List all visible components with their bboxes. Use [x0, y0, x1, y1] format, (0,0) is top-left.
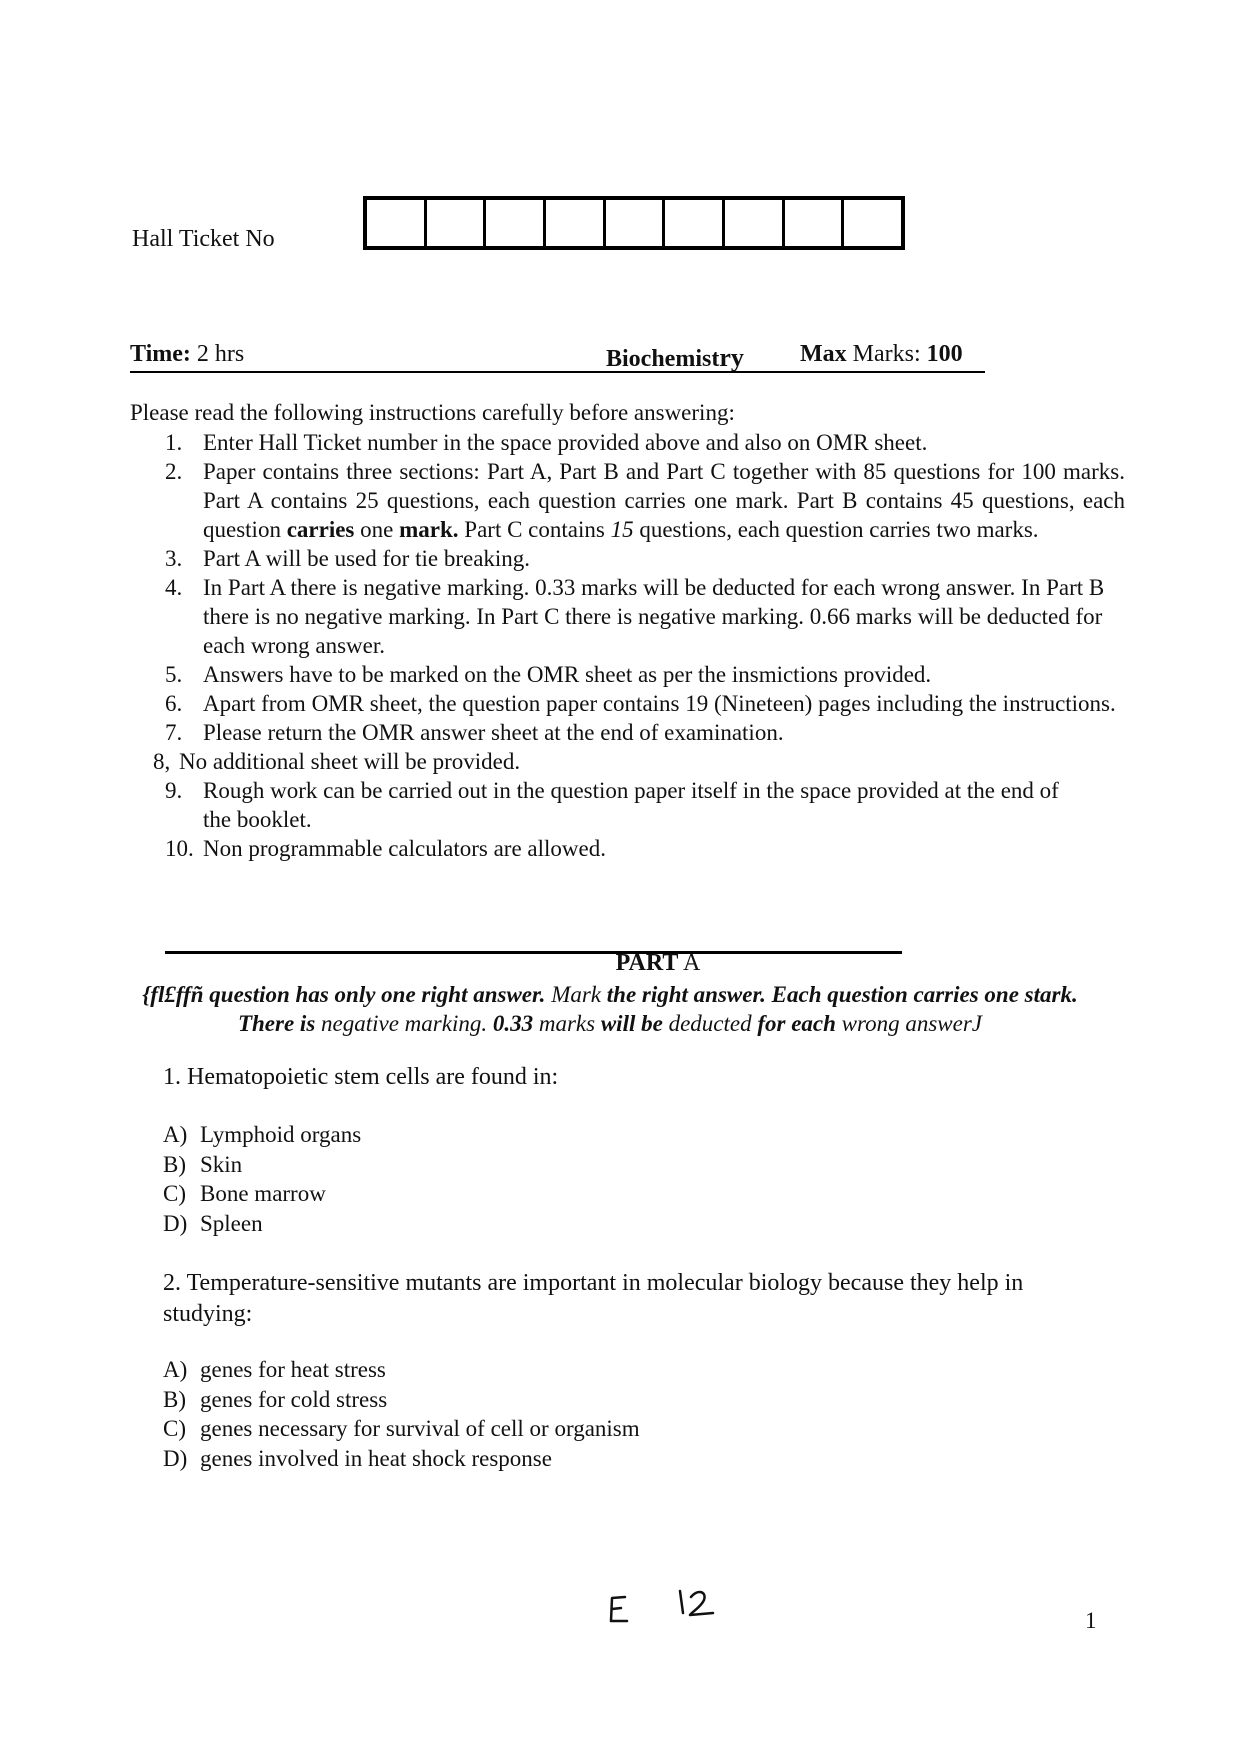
option-item[interactable]: C) genes necessary for survival of cell or organism	[163, 1416, 640, 1441]
hall-ticket-box[interactable]	[606, 200, 666, 246]
question-2-options	[163, 1355, 640, 1473]
option-item[interactable]: B) genes for cold stress	[163, 1386, 388, 1412]
instructions-intro: Please read the following instructions carefully before answering:	[130, 400, 735, 425]
time-label: Time:	[130, 341, 191, 367]
instruction-item: 1. Enter Hall Ticket number in the space provided above and also on OMR sheet.	[165, 430, 928, 455]
max-label: Max	[800, 341, 847, 367]
hall-ticket-box[interactable]	[427, 200, 487, 246]
option-item[interactable]: C) Bone marrow	[163, 1181, 326, 1206]
marks-value: 100	[926, 341, 963, 367]
hall-ticket-box[interactable]	[844, 200, 901, 246]
part-a-title: PART A	[615, 950, 701, 976]
option-item[interactable]: A) Lymphoid organs	[163, 1122, 362, 1147]
instruction-item: 4. In Part A there is negative marking. 0.33 marks will be deducted for each wrong answer. In Part B there is no negative marking. In Part C there is negative marking. 0.66 marks will be deducted for each wrong answer.	[165, 575, 1105, 658]
option-item[interactable]: D) genes involved in heat shock response	[163, 1445, 552, 1471]
question-2-text: 2. Temperature-sensitive mutants are important in molecular biology because they help in studying:	[163, 1270, 1024, 1327]
subject-name-tail: ry	[719, 343, 744, 372]
time-allowed	[130, 341, 244, 368]
hall-ticket-box[interactable]	[367, 200, 427, 246]
hall-ticket-box[interactable]	[665, 200, 725, 246]
instruction-item: 9. Rough work can be carried out in the question paper itself in the space provided at the end of the booklet.	[165, 778, 1059, 832]
instruction-item: 2. Paper contains three sections: Part A, Part B and Part C together with 85 questions for 100 marks. Part A contains 25 questions, each question carries one mark. Part B contains 45 questions, each question carries one mark. Part C contains 15 questions, each question carries two marks.	[165, 459, 1125, 542]
hall-ticket-box[interactable]	[486, 200, 546, 246]
question-1-text: 1. Hematopoietic stem cells are found in:	[163, 1064, 559, 1090]
question-1-options	[163, 1120, 361, 1238]
instruction-item: 6. Apart from OMR sheet, the question paper contains 19 (Nineteen) pages including the instructions.	[165, 691, 1116, 716]
instruction-item: 10. Non programmable calculators are allowed.	[165, 836, 606, 861]
instructions-list	[153, 428, 1125, 863]
subject-name: Biochemist	[606, 346, 720, 372]
instruction-item: 3. Part A will be used for tie breaking.	[165, 546, 531, 571]
part-a-note: {fl£ffñ question has only one right answer. Mark the right answer. Each question carries one stark. There is negative marking. 0.33 marks will be deducted for each wrong answerJ	[142, 982, 1078, 1036]
marks-label: Marks:	[852, 341, 921, 367]
hall-ticket-box[interactable]	[725, 200, 785, 246]
time-value: 2 hrs	[196, 341, 245, 367]
page-number: 1	[1085, 1608, 1097, 1633]
instruction-item: 7. Please return the OMR answer sheet at the end of examination.	[165, 720, 784, 745]
hall-ticket-label: Hall Ticket No	[132, 226, 275, 252]
max-marks	[800, 341, 963, 368]
subject-title	[606, 343, 744, 373]
instruction-item: 8, No additional sheet will be provided.	[153, 749, 521, 774]
handwritten-code-mark	[607, 1583, 737, 1633]
option-item[interactable]: B) Skin	[163, 1151, 243, 1177]
instruction-item: 5. Answers have to be marked on the OMR sheet as per the insmictions provided.	[165, 662, 932, 687]
hall-ticket-box[interactable]	[546, 200, 606, 246]
hall-ticket-number-boxes[interactable]	[363, 196, 905, 250]
option-item[interactable]: D) Spleen	[163, 1210, 263, 1236]
option-item[interactable]: A) genes for heat stress	[163, 1357, 386, 1382]
hall-ticket-box[interactable]	[785, 200, 845, 246]
header-divider	[130, 371, 985, 373]
